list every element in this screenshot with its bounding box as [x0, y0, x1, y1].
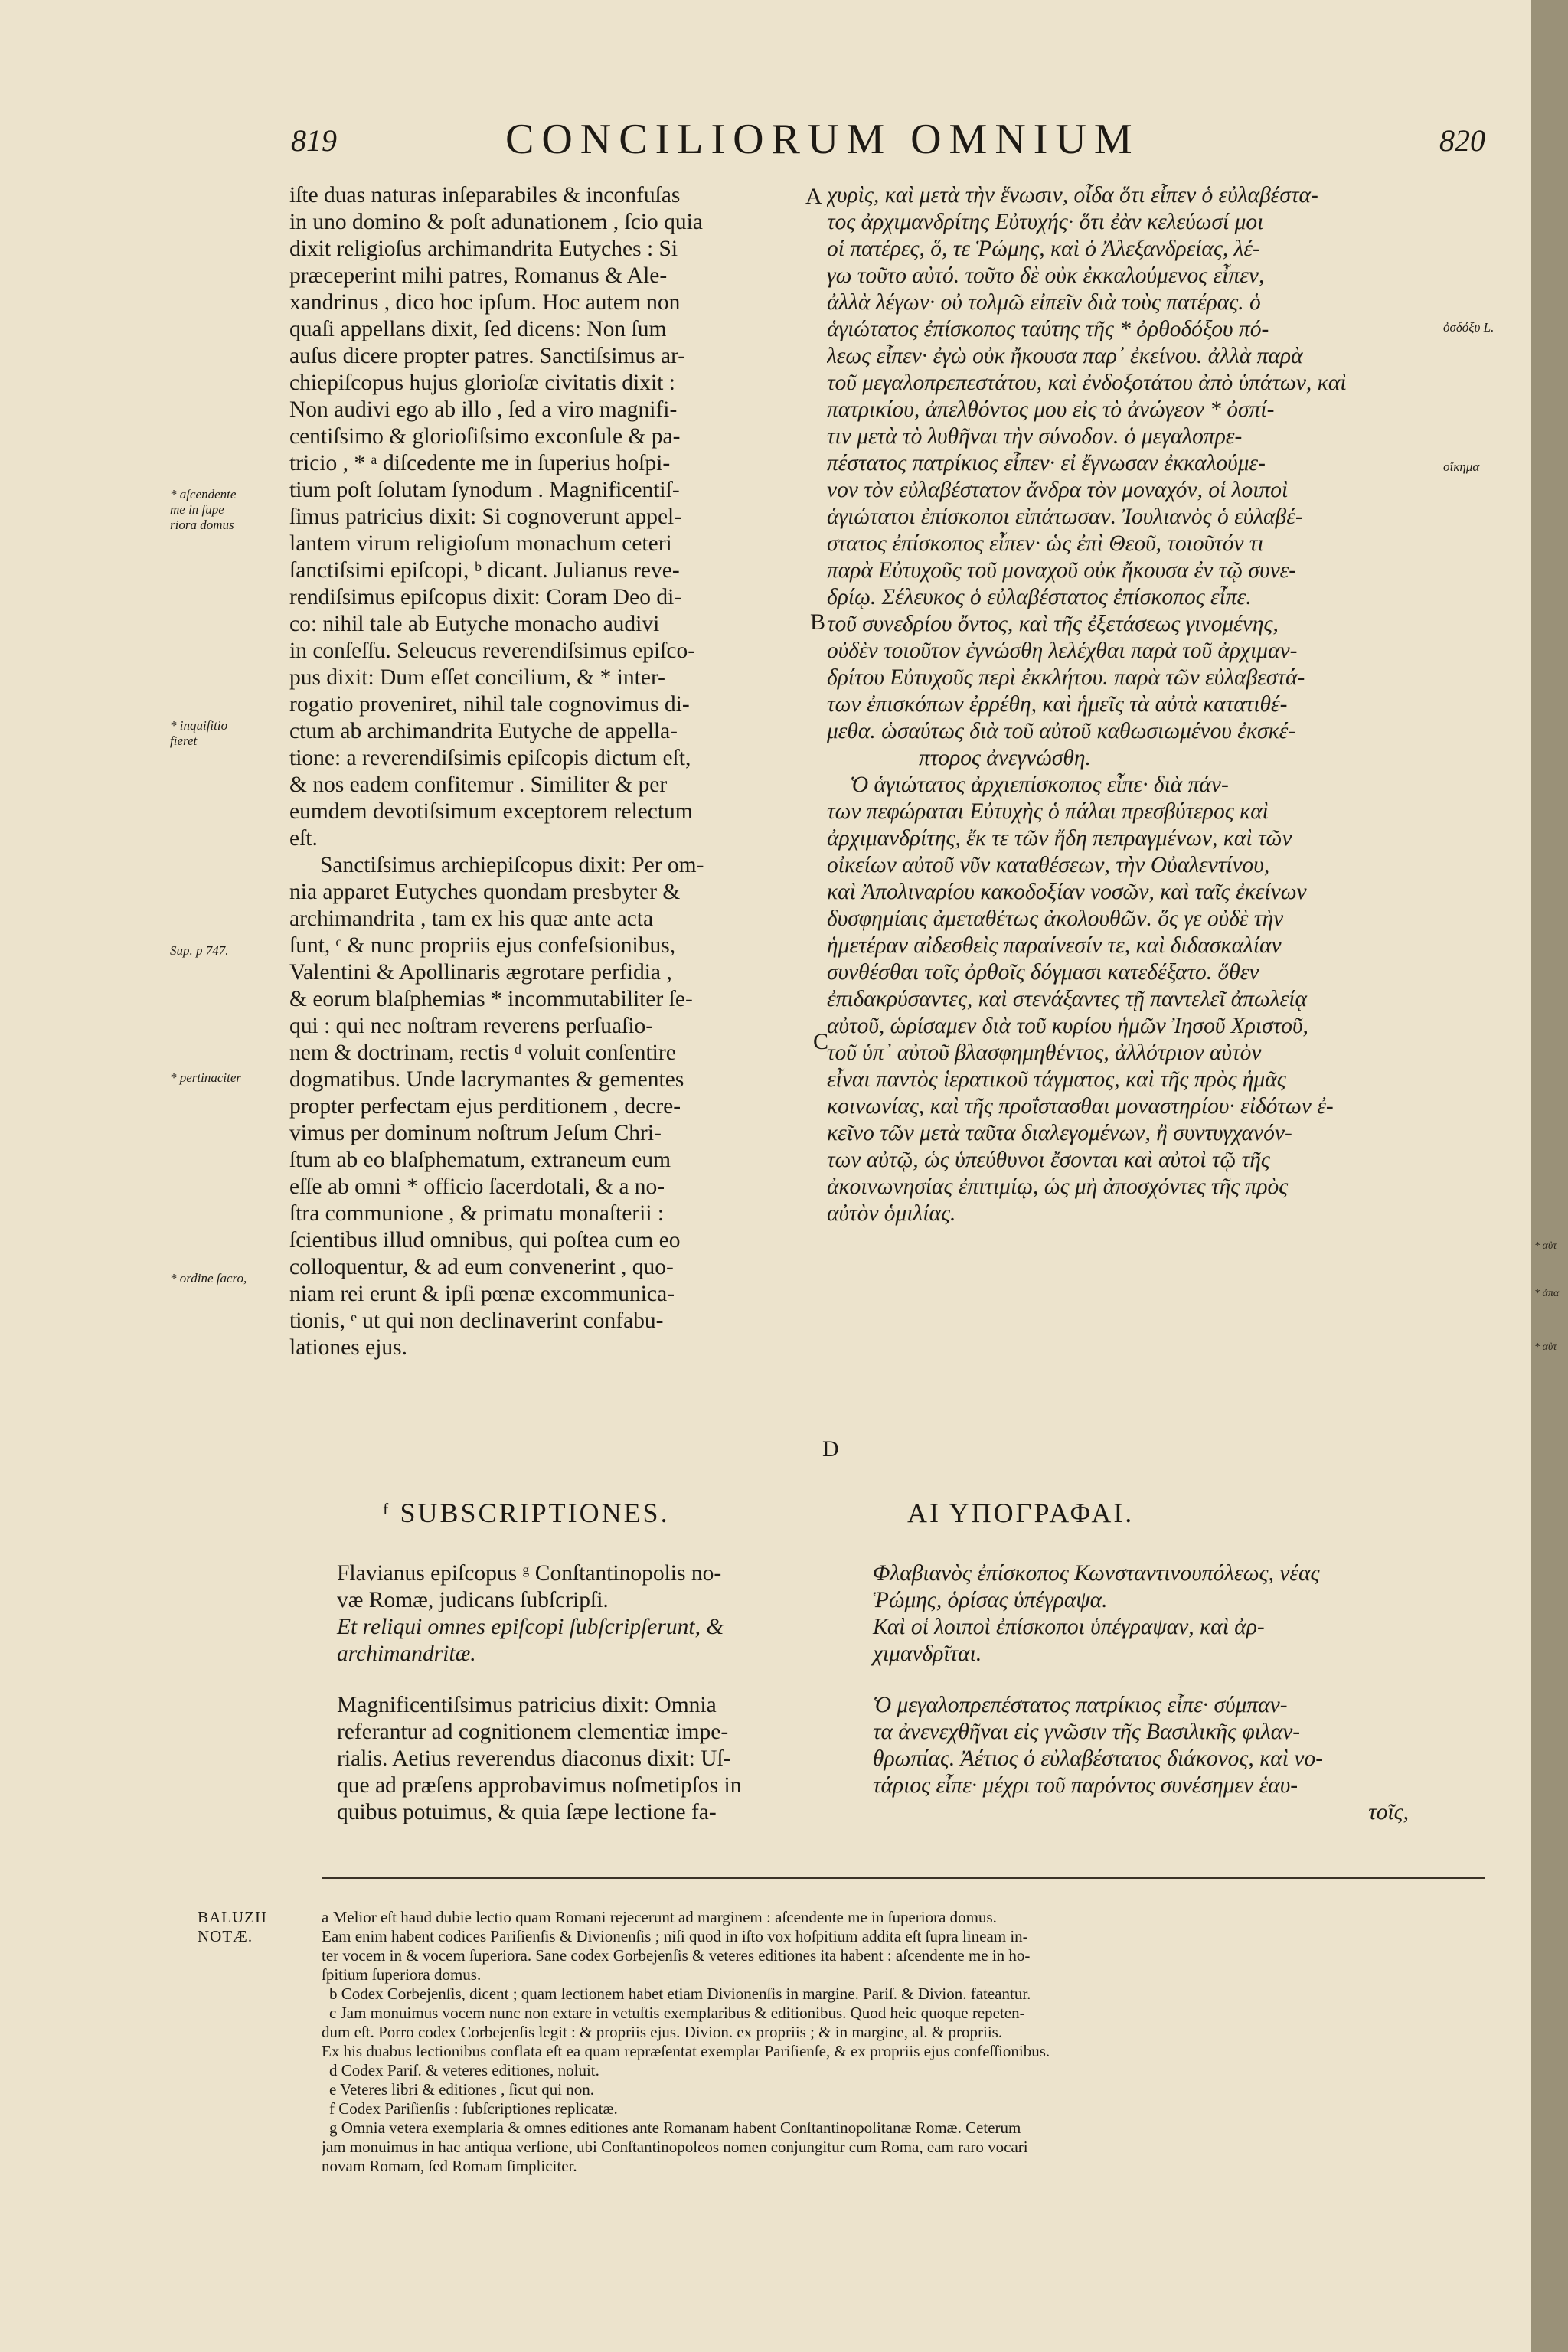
latin-line: ſunt, ᶜ & nunc propriis ejus confeſsionibus,: [289, 933, 676, 958]
section-letter-c: C: [813, 1029, 829, 1054]
note-line: c Jam monuimus vocem nunc non extare in vetuſtis exemplaribus & editionibus. Quod heic quoque repeten-: [329, 2004, 1025, 2022]
latin-line: rendiſsimus epiſcopus dixit: Coram Deo di-: [289, 585, 682, 609]
greek-sub-line: θρωπίας. Ἀέτιος ὁ εὐλαβέστατος διάκονος, καὶ νο-: [873, 1746, 1324, 1771]
latin-line: niam rei erunt & ipſi pœnæ excommunica-: [289, 1282, 675, 1306]
greek-line: τοῦ συνεδρίου ὄντος, καὶ τῆς ἐξετάσεως γινομένης,: [827, 612, 1279, 636]
greek-line: χυρὶς, καὶ μετὰ τὴν ἕνωσιν, οἶδα ὅτι εἶπεν ὁ εὐλαβέστα-: [827, 183, 1318, 207]
page-number-left: 819: [291, 123, 337, 158]
running-title: CONCILIORUM OMNIUM: [505, 116, 1140, 163]
note-line: b Codex Corbejenſis, dicent ; quam lectionem habet etiam Divionenſis in margine. Pariſ. & Divion. fateantur.: [329, 1984, 1031, 2003]
greek-line: δρίῳ. Σέλευκος ὁ εὐλαβέστατος ἐπίσκοπος εἶπε.: [827, 585, 1252, 609]
latin-line: pus dixit: Dum eſſet concilium, & * inter-: [289, 665, 665, 690]
margin-note-ascendente: * aſcendente me in ſupe riora domus: [170, 487, 237, 532]
margin-note-pertinaciter: * pertinaciter: [170, 1070, 242, 1085]
latin-line: dogmatibus. Unde lacrymantes & gementes: [289, 1067, 684, 1092]
greek-line: τοῦ μεγαλοπρεπεστάτου, καὶ ἐνδοξοτάτου ἀπὸ ὑπάτων, καὶ: [827, 371, 1347, 395]
greek-line: πατρικίου, ἀπελθόντος μου εἰς τὸ ἀνώγεον * ὀσπί-: [827, 397, 1275, 422]
margin-note-cross-reference: Sup. p 747.: [170, 943, 229, 958]
latin-column: [289, 182, 818, 1361]
greek-line: νον τὸν εὐλαβέστατον ἄνδρα τὸν μοναχόν, οἱ λοιποὶ: [827, 478, 1289, 502]
greek-line: παρὰ Εὐτυχοῦς τοῦ μοναχοῦ οὐκ ἤκουσα ἐν τῷ συνε-: [827, 558, 1297, 583]
greek-line: πέστατος πατρίκιος εἶπεν· εἰ ἔγνωσαν ἐκκαλούμε-: [827, 451, 1266, 475]
latin-line: vimus per dominum noſtrum Jeſum Chri-: [289, 1121, 662, 1145]
latin-line: iſte duas naturas inſeparabiles & inconfuſas: [289, 183, 681, 207]
latin-line: & nos eadem confitemur . Similiter & per: [289, 773, 668, 797]
latin-line: ſtum ab eo blaſphematum, extraneum eum: [289, 1148, 671, 1172]
latin-line: xandrinus , dico hoc ipſum. Hoc autem non: [289, 290, 681, 315]
latin-line: nia apparet Eutyches quondam presbyter &: [289, 880, 681, 904]
greek-subscriptions: [873, 1560, 1424, 1826]
greek-line: ἁγιώτατοι ἐπίσκοποι εἰπάτωσαν. Ἰουλιανὸς ὁ εὐλαβέ-: [827, 505, 1303, 529]
greek-line: δυσφημίαις ἀμεταθέτως ἀκολουθῶν. ὅς γε οὐδὲ τὴν: [827, 906, 1284, 931]
latin-line: qui : qui nec noſtram reverens perſuaſio-: [289, 1014, 654, 1038]
latin-subscriptions: [337, 1560, 796, 1826]
greek-line: πτορος ἀνεγνώσθη.: [919, 746, 1091, 770]
latin-line: dixit religioſus archimandrita Eutyches : Si: [289, 237, 678, 261]
latin-line: nem & doctrinam, rectis ᵈ voluit conſentire: [289, 1040, 676, 1065]
greek-sub-line: τοῖς,: [1368, 1800, 1409, 1824]
greek-sub-line: Ὁ μεγαλοπρεπέστατος πατρίκιος εἶπε· σύμπαν-: [873, 1693, 1288, 1717]
greek-line: των ἐπισκόπων ἐρρέθη, καὶ ἡμεῖς τὰ αὐτὰ κατατιθέ-: [827, 692, 1288, 717]
latin-line: Non audivi ego ab illo , ſed a viro magnifi-: [289, 397, 678, 422]
greek-sub-line: Καὶ οἱ λοιποὶ ἐπίσκοποι ὑπέγραψαν, καὶ ἀρ-: [873, 1615, 1265, 1639]
latin-line: colloquentur, & ad eum convenerint , quo-: [289, 1255, 674, 1279]
greek-line: αὐτὸν ὁμιλίας.: [827, 1201, 956, 1226]
greek-line: ἐπιδακρύσαντες, καὶ στενάξαντες τῇ παντελεῖ ἀπωλείᾳ: [827, 987, 1307, 1011]
latin-line: præceperint mihi patres, Romanus & Ale-: [289, 263, 668, 288]
page-number-right: 820: [1439, 123, 1485, 158]
latin-line: tium poſt ſolutam ſynodum . Magnificentiſ-: [289, 478, 680, 502]
latin-sub-line: [337, 1668, 796, 1692]
latin-sub-line: Magnificentiſsimus patricius dixit: Omnia: [337, 1693, 717, 1717]
greek-line: συνθέσθαι τοῖς ὀρθοῖς δόγμασι κατεδέξατο. ὅθεν: [827, 960, 1259, 985]
margin-note-right-orthodoxou: ὀσδόξυ L.: [1443, 320, 1494, 335]
notes-label: BALUZII NOTÆ.: [198, 1908, 267, 1945]
section-letter-a: A: [805, 184, 822, 209]
latin-line: ſtra communione , & primatu monaſterii :: [289, 1201, 665, 1226]
latin-line: quaſi appellans dixit, ſed dicens: Non ſum: [289, 317, 667, 341]
latin-line: eſſe ab omni * officio ſacerdotali, & a no-: [289, 1174, 665, 1199]
section-letter-d: D: [822, 1436, 839, 1462]
note-line: ter vocem in & vocem ſuperiora. Sane codex Gorbejenſis & veteres editiones ita habent : aſcendente me in ho-: [322, 1946, 1031, 1965]
latin-line: co: nihil tale ab Eutyche monacho audivi: [289, 612, 660, 636]
greek-sub-line: χιμανδρῖται.: [873, 1642, 982, 1666]
note-line: f Codex Pariſienſis : ſubſcriptiones replicatæ.: [329, 2099, 618, 2118]
greek-line: καὶ Ἀπολιναρίου κακοδοξίαν νοσῶν, καὶ ταῖς ἐκείνων: [827, 880, 1307, 904]
greek-line: ἀλλὰ λέγων· οὐ τολμῶ εἰπεῖν διὰ τοὺς πατέρας. ὁ: [827, 290, 1261, 315]
note-line: Eam enim habent codices Pariſienſis & Divionenſis ; niſi quod in iſto vox hoſpitium addita eſt ſupra lineam in-: [322, 1927, 1028, 1945]
margin-note-ordine-sacro: * ordine ſacro,: [170, 1271, 247, 1285]
greek-sub-line: [873, 1668, 1424, 1692]
latin-sub-line: Et reliqui omnes epiſcopi ſubſcripſerunt, &: [337, 1615, 724, 1639]
footnote-rule: [322, 1877, 1485, 1879]
note-line: g Omnia vetera exemplaria & omnes editiones ante Romanam habent Conſtantinopolitanæ Romæ. Ceterum: [329, 2118, 1021, 2137]
latin-sub-line: væ Romæ, judicans ſubſcripſi.: [337, 1588, 609, 1612]
latin-sub-line: referantur ad cognitionem clementiæ impe-: [337, 1720, 729, 1744]
greek-line: δρίτου Εὐτυχοῦς περὶ ἐκκλήτου. παρὰ τῶν εὐλαβεστά-: [827, 665, 1305, 690]
note-line: novam Romam, ſed Romam ſimpliciter.: [322, 2157, 577, 2175]
latin-sub-line: quibus potuimus, & quia ſæpe lectione fa-: [337, 1800, 717, 1824]
facing-page-edge: [1531, 0, 1568, 2352]
latin-line: in uno domino & poſt adunationem , ſcio quia: [289, 210, 703, 234]
latin-line: tionis, ᵉ ut qui non declinaverint confabu-: [289, 1308, 664, 1333]
baluzii-notes: [322, 1908, 1485, 2176]
latin-line: propter perfectam ejus perditionem , decre-: [289, 1094, 681, 1119]
greek-line: κοινωνίας, καὶ τῆς προΐστασθαι μοναστηρίου· εἰδότων ἐ-: [827, 1094, 1334, 1119]
greek-line: λεως εἶπεν· ἐγὼ οὐκ ἤκουσα παρ᾽ ἐκείνου. ἀλλὰ παρὰ: [827, 344, 1303, 368]
latin-sub-line: Flavianus epiſcopus ᵍ Conſtantinopolis no-: [337, 1561, 722, 1586]
section-letter-b: B: [810, 609, 826, 635]
latin-line: Valentini & Apollinaris ægrotare perfidia ,: [289, 960, 672, 985]
margin-note-right-oikema: οἴκημα: [1443, 459, 1480, 474]
edge-note: * ἀπα: [1534, 1288, 1560, 1299]
latin-sub-line: archimandritæ.: [337, 1642, 476, 1666]
latin-line: rogatio proveniret, nihil tale cognovimus di-: [289, 692, 690, 717]
greek-sub-line: τάριος εἶπε· μέχρι τοῦ παρόντος συνέσημεν ἑαυ-: [873, 1773, 1298, 1798]
greek-line: ἀκοινωνησίας ἐπιτιμίῳ, ὡς μὴ ἀποσχόντες τῆς πρὸς: [827, 1174, 1289, 1199]
greek-sub-line: Ῥώμης, ὁρίσας ὑπέγραψα.: [873, 1588, 1108, 1612]
greek-line: γω τοῦτο αὐτό. τοῦτο δὲ οὐκ ἐκκαλούμενος εἶπεν,: [827, 263, 1265, 288]
latin-line: centiſsimo & glorioſiſsimo exconſule & pa-: [289, 424, 681, 449]
note-line: dum eſt. Porro codex Corbejenſis legit : & propriis ejus. Divion. ex propriis ; & in margine, al. & propriis.: [322, 2023, 1003, 2041]
latin-line: Sanctiſsimus archiepiſcopus dixit: Per om-: [320, 853, 704, 877]
note-line: Ex his duabus lectionibus conflata eſt ea quam repræſentat exemplar Pariſienſe, & ex propriis ejus confeſſionibus.: [322, 2042, 1050, 2060]
greek-sub-line: τα ἀνενεχθῆναι εἰς γνῶσιν τῆς Βασιλικῆς φιλαν-: [873, 1720, 1301, 1744]
latin-sub-line: que ad præſens approbavimus noſmetipſos in: [337, 1773, 742, 1798]
greek-line: Ὁ ἁγιώτατος ἀρχιεπίσκοπος εἶπε· διὰ πάν-: [850, 773, 1229, 797]
latin-line: & eorum blaſphemias * incommutabiliter ſe-: [289, 987, 693, 1011]
latin-line: ctum ab archimandrita Eutyche de appella-: [289, 719, 678, 743]
note-line: a Melior eſt haud dubie lectio quam Romani rejecerunt ad marginem : aſcendente me in ſuperiora domus.: [322, 1908, 997, 1926]
latin-line: ſanctiſsimi epiſcopi, ᵇ dicant. Julianus reve-: [289, 558, 680, 583]
greek-line: των αὐτῷ, ὡς ὑπεύθυνοι ἔσονται καὶ αὐτοὶ τῷ τῆς: [827, 1148, 1270, 1172]
greek-line: ἡμετέραν αἰδεσθεὶς παραίνεσίν τε, καὶ διδασκαλίαν: [827, 933, 1282, 958]
greek-line: εἶναι παντὸς ἱερατικοῦ τάγματος, καὶ τῆς πρὸς ἡμᾶς: [827, 1067, 1286, 1092]
greek-line: κεῖνο τῶν μετὰ ταῦτα διαλεγομένων, ἢ συντυγχανόν-: [827, 1121, 1292, 1145]
latin-line: archimandrita , tam ex his quæ ante acta: [289, 906, 654, 931]
latin-line: eumdem devotiſsimum exceptorem relectum: [289, 799, 693, 824]
greek-line: τοῦ ὑπ᾽ αὐτοῦ βλασφημηθέντος, ἀλλότριον αὐτὸν: [827, 1040, 1262, 1065]
greek-line: στατος ἐπίσκοπος εἶπεν· ὡς ἐπὶ Θεοῦ, τοιοῦτόν τι: [827, 531, 1264, 556]
latin-line: lationes ejus.: [289, 1335, 408, 1360]
latin-line: tricio , * ᵃ diſcedente me in ſuperius hoſpi-: [289, 451, 671, 475]
latin-line: ſimus patricius dixit: Si cognoverunt appel-: [289, 505, 682, 529]
greek-line: ἀρχιμανδρίτης, ἔκ τε τῶν ἤδη πεπραγμένων, καὶ τῶν: [827, 826, 1292, 851]
greek-subscriptions-heading: ΑΙ ΥΠΟΓΡΑΦΑΙ.: [907, 1498, 1135, 1528]
note-line: jam monuimus in hac antiqua verſione, ubi Conſtantinopoleos nomen conjungitur cum Roma, eam raro vocari: [322, 2138, 1028, 2156]
latin-line: auſus dicere propter patres. Sanctiſsimus ar-: [289, 344, 686, 368]
greek-line: ἁγιώτατος ἐπίσκοπος ταύτης τῆς * ὀρθοδόξου πό-: [827, 317, 1269, 341]
greek-line: αὐτοῦ, ὡρίσαμεν διὰ τοῦ κυρίου ἡμῶν Ἰησοῦ Χριστοῦ,: [827, 1014, 1308, 1038]
edge-note: * αὐτ: [1534, 1240, 1557, 1252]
latin-line: ſcientibus illud omnibus, qui poſtea cum eo: [289, 1228, 681, 1253]
latin-line: in conſeſſu. Seleucus reverendiſsimus epiſco-: [289, 639, 696, 663]
greek-line: οἰκείων αὐτοῦ νῦν καταθέσεων, τὴν Οὐαλεντίνου,: [827, 853, 1270, 877]
latin-sub-line: rialis. Aetius reverendus diaconus dixit: Uſ-: [337, 1746, 731, 1771]
greek-line: των πεφώραται Εὐτυχὴς ὁ πάλαι πρεσβύτερος καὶ: [827, 799, 1269, 824]
greek-line: οὐδὲν τοιοῦτον ἐγνώσθη λελέχθαι παρὰ τοῦ ἀρχιμαν-: [827, 639, 1298, 663]
latin-line: lantem virum religioſum monachum ceteri: [289, 531, 672, 556]
latin-line: chiepiſcopus hujus glorioſæ civitatis dixit :: [289, 371, 675, 395]
subscriptiones-heading: ᶠ SUBSCRIPTIONES.: [383, 1498, 670, 1528]
greek-line: μεθα. ὡσαύτως διὰ τοῦ αὐτοῦ καθωσιωμένου ἐκσκέ-: [827, 719, 1296, 743]
latin-line: eſt.: [289, 826, 318, 851]
latin-line: tione: a reverendiſsimis epiſcopis dictum eſt,: [289, 746, 691, 770]
note-line: ſpitium ſuperiora domus.: [322, 1965, 482, 1984]
greek-line: τος ἀρχιμανδρίτης Εὐτυχής· ὅτι ἐὰν κελεύωσί μοι: [827, 210, 1264, 234]
greek-sub-line: Φλαβιανὸς ἐπίσκοπος Κωνσταντινουπόλεως, νέας: [873, 1561, 1320, 1586]
note-line: d Codex Pariſ. & veteres editiones, noluit.: [329, 2061, 599, 2079]
greek-line: τιν μετὰ τὸ λυθῆναι τὴν σύνοδον. ὁ μεγαλοπρε-: [827, 424, 1243, 449]
greek-line: οἱ πατέρες, ὅ, τε Ῥώμης, καὶ ὁ Ἀλεξανδρείας, λέ-: [827, 237, 1260, 261]
greek-column: [827, 182, 1501, 1227]
edge-note: * αὐτ: [1534, 1341, 1557, 1353]
note-line: e Veteres libri & editiones , ſicut qui non.: [329, 2080, 595, 2099]
page-header: [291, 115, 1485, 168]
margin-note-inquisitio: * inquiſitio fieret: [170, 718, 228, 748]
